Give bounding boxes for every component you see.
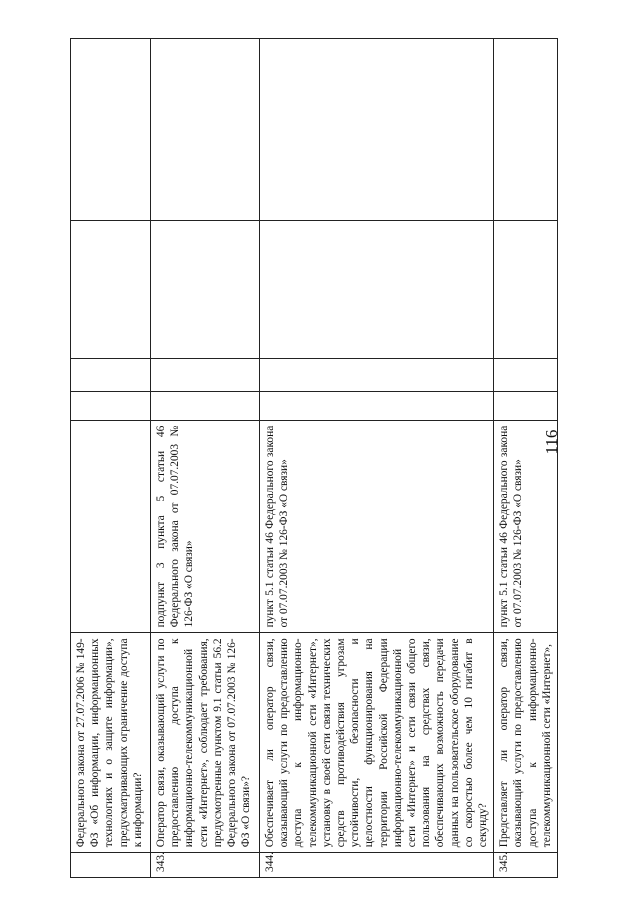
document-sheet [10, 8, 630, 892]
answer-no-cell [494, 358, 558, 391]
answer-yes-cell [71, 391, 151, 420]
row-number: 344. [260, 853, 494, 878]
table-row [151, 39, 260, 878]
question-cell: Представляет ли оператор связи, оказывающий услуги по предоставлению доступа к информационно-телекоммуникационной сети «Интернет», [494, 633, 558, 853]
legal-reference-cell: подпункт 3 пункта 5 статьи 46 Федерального закона от 07.07.2003 № 126-ФЗ «О связи» [151, 420, 260, 633]
notes-cell [260, 39, 494, 221]
table-row [494, 39, 558, 878]
answer-no-cell [260, 358, 494, 391]
question-cell: Оператор связи, оказывающий услуги по предоставлению доступа к информационно-телекоммуникационной сети «Интернет», соблюдает требования, предусмотренные пунктом 9.1 статьи 56.2 Федерального закона от 07.07.2003 № 126-ФЗ «О связи»? [151, 633, 260, 853]
notes-cell [71, 39, 151, 221]
not-applicable-cell [151, 220, 260, 358]
row-number [71, 853, 151, 878]
notes-cell [494, 39, 558, 221]
page-number: 116 [542, 429, 561, 455]
checklist-table [70, 38, 558, 878]
not-applicable-cell [494, 220, 558, 358]
row-number: 345. [494, 853, 558, 878]
legal-reference-cell: пункт 5.1 статьи 46 Федерального закона от 07.07.2003 № 126-ФЗ «О связи» [260, 420, 494, 633]
answer-no-cell [71, 358, 151, 391]
row-number: 343. [151, 853, 260, 878]
not-applicable-cell [260, 220, 494, 358]
notes-cell [151, 39, 260, 221]
answer-no-cell [151, 358, 260, 391]
legal-reference-cell [71, 420, 151, 633]
answer-yes-cell [151, 391, 260, 420]
not-applicable-cell [71, 220, 151, 358]
answer-yes-cell [260, 391, 494, 420]
table-row [260, 39, 494, 878]
table-row [71, 39, 151, 878]
legal-reference-cell: пункт 5.1 статьи 46 Федерального закона от 07.07.2003 № 126-ФЗ «О связи» [494, 420, 558, 633]
question-cell: Федерального закона от 27.07.2006 № 149-ФЗ «Об информации, информационных технологиях и о защите информации», предусматривающих ограничение доступа к информации? [71, 633, 151, 853]
answer-yes-cell [494, 391, 558, 420]
question-cell: Обеспечивает ли оператор связи, оказывающий услуги по предоставлению доступа к информационно-телекоммуникационной сети «Интернет», установку в своей сети связи технических средств противодействия угрозам устойчивости, безопасности и целостности функционирования на территории Российской Федерации информационно-телекоммуникационной сети «Интернет» и сети связи общего пользования на средствах связи, обеспечивающих возможность передачи данных на пользовательское оборудование со скоростью более чем 10 гигабит в секунду? [260, 633, 494, 853]
